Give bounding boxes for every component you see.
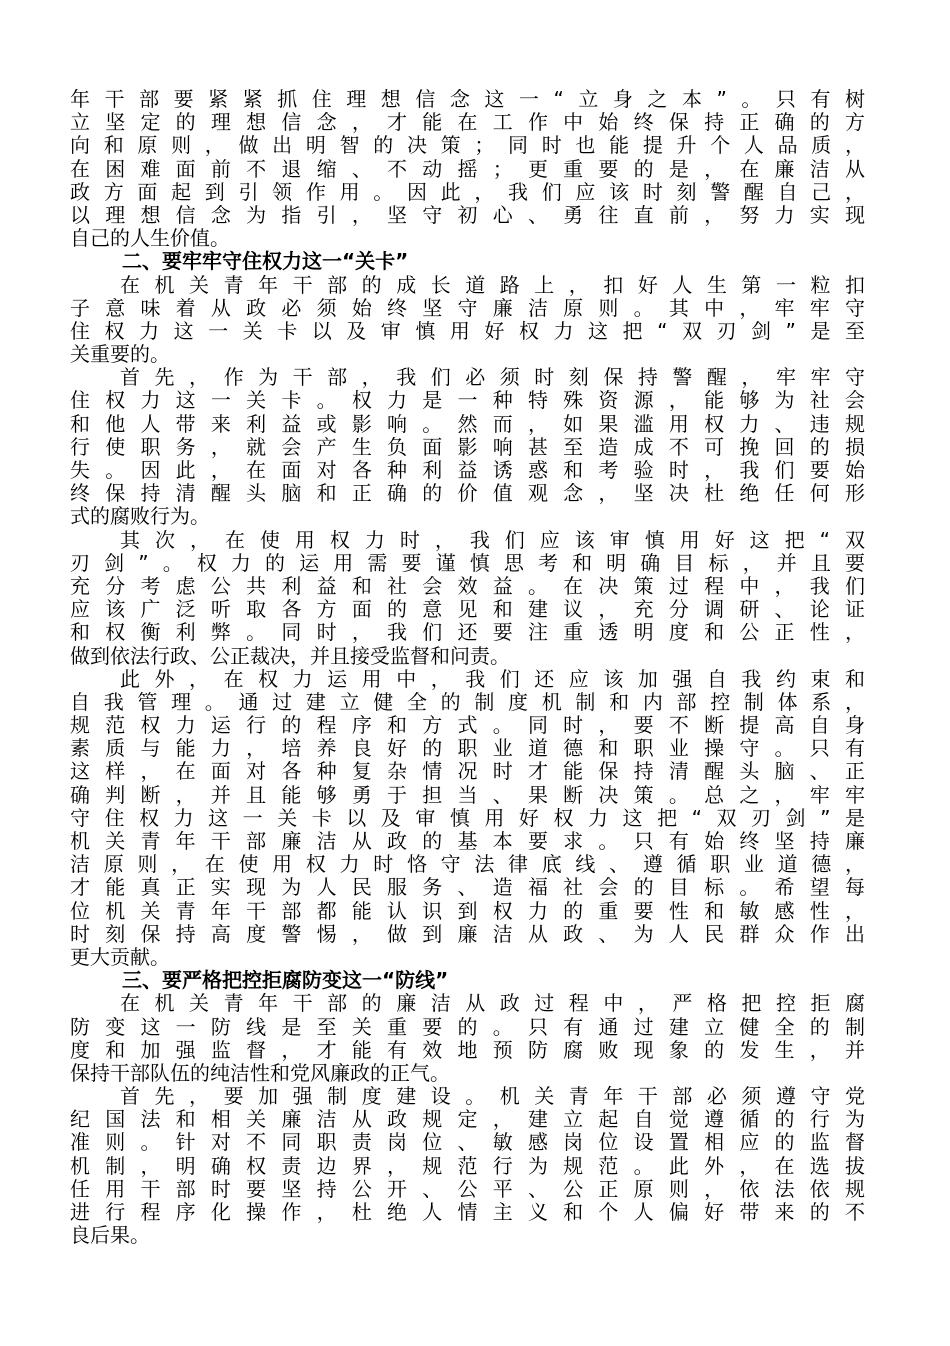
text-line: 做到依法行政、公正裁决，并且接受监督和问责。 — [70, 643, 510, 668]
text-line: 式的腐败行为。 — [70, 504, 210, 529]
text-line: 刃剑”。权力的运用需要谨慎思考和明确目标，并且要 — [70, 550, 865, 575]
text-line: 以理想信念为指引，坚守初心、勇往直前，努力实现 — [70, 202, 865, 227]
text-line: 时刻保持高度警惕，做到廉洁从政、为人民群众作出 — [70, 921, 865, 946]
text-line: 和他人带来利益或影响。然而，如果滥用权力、违规 — [70, 411, 865, 436]
text-line: 机制，明确权责边界，规范行为规范。此外，在选拔 — [70, 1153, 865, 1178]
text-line: 保持干部队伍的纯洁性和党风廉政的正气。 — [70, 1060, 450, 1085]
section3-paragraph-2 — [70, 1085, 865, 1247]
text-line: 这样，在面对各种复杂情况时才能保持清醒头脑、正 — [70, 759, 865, 784]
text-line: 其次，在使用权力时，我们应该审慎用好这把“双 — [120, 527, 865, 552]
text-line: 充分考虑公共利益和社会效益。在决策过程中，我们 — [70, 573, 865, 598]
text-line: 自己的人生价值。 — [70, 226, 230, 251]
text-line: 向和原则，做出明智的决策；同时也能提升个人品质， — [70, 133, 865, 158]
text-line: 确判断，并且能够勇于担当、果断决策。总之，牢牢 — [70, 782, 865, 807]
text-line: 失。因此，在面对各种利益诱惑和考验时，我们要始 — [70, 458, 865, 482]
section-heading-2: 二、要牢牢守住权力这一“关卡” — [122, 249, 409, 274]
text-line: 在机关青年干部的廉洁从政过程中，严格把控拒腐 — [120, 991, 865, 1016]
text-line: 良后果。 — [70, 1223, 150, 1248]
text-line: 自我管理。通过建立健全的制度机制和内部控制体系， — [70, 689, 865, 714]
section2-paragraph-1 — [70, 274, 865, 367]
text-line: 守住权力这一关卡以及审慎用好权力这把“双刃剑”是 — [70, 805, 865, 830]
section2-paragraph-2 — [70, 366, 865, 528]
text-line: 度和加强监督，才能有效地预防腐败现象的发生，并 — [70, 1037, 865, 1062]
text-line: 洁原则，在使用权力时恪守法律底线、遵循职业道德， — [70, 852, 865, 877]
text-line: 防变这一防线是至关重要的。只有通过建立健全的制 — [70, 1014, 865, 1039]
text-line: 更大贡献。 — [70, 944, 170, 969]
section3-paragraph-1 — [70, 992, 865, 1085]
text-line: 才能真正实现为人民服务、造福社会的目标。希望每 — [70, 875, 865, 900]
text-line: 住权力这一关卡以及审慎用好权力这把“双刃剑”是至 — [70, 318, 865, 343]
text-line: 素质与能力，培养良好的职业道德和职业操守。只有 — [70, 736, 865, 761]
section-heading-3: 三、要严格把控拒腐防变这一“防线” — [122, 968, 449, 993]
section2-paragraph-3 — [70, 529, 865, 668]
text-line: 准则。针对不同职责岗位、敏感岗位设置相应的监督 — [70, 1130, 865, 1155]
text-line: 应该广泛听取各方面的意见和建议，充分调研、论证 — [70, 597, 865, 622]
text-line: 首先，要加强制度建设。机关青年干部必须遵守党 — [120, 1084, 865, 1109]
text-line: 首先，作为干部，我们必须时刻保持警醒，牢牢守 — [120, 365, 865, 390]
text-line: 规范权力运行的程序和方式。同时，要不断提高自身 — [70, 713, 865, 738]
text-line: 子意味着从政必须始终坚守廉洁原则。其中，牢牢守 — [70, 295, 865, 320]
section2-paragraph-4 — [70, 668, 865, 969]
text-line: 终保持清醒头脑和正确的价值观念，坚决杜绝任何形 — [70, 481, 865, 506]
text-line: 关重要的。 — [70, 342, 170, 367]
text-line: 进行程序化操作，杜绝人情主义和个人偏好带来的不 — [70, 1200, 865, 1224]
text-line: 立坚定的理想信念，才能在工作中始终保持正确的方 — [70, 110, 865, 135]
text-line: 住权力这一关卡。权力是一种特殊资源，能够为社会 — [70, 388, 865, 413]
text-line: 行使职务，就会产生负面影响甚至造成不可挽回的损 — [70, 434, 865, 459]
text-line: 和权衡利弊。同时，我们还要注重透明度和公正性， — [70, 620, 865, 645]
text-line: 此外，在权力运用中，我们还应该加强自我约束和 — [120, 666, 865, 691]
text-line: 机关青年干部廉洁从政的基本要求。只有始终坚持廉 — [70, 829, 865, 853]
section1-tail-paragraph — [70, 88, 865, 250]
text-line: 纪国法和相关廉洁从政规定，建立起自觉遵循的行为 — [70, 1107, 865, 1132]
text-line: 在机关青年干部的成长道路上，扣好人生第一粒扣 — [120, 272, 865, 297]
text-line: 政方面起到引领作用。因此，我们应该时刻警醒自己， — [70, 179, 865, 204]
text-line: 在困难面前不退缩、不动摇；更重要的是，在廉洁从 — [70, 156, 865, 181]
text-line: 年干部要紧紧抓住理想信念这一“立身之本”。只有树 — [70, 87, 865, 111]
text-line: 任用干部时要坚持公开、公平、公正原则，依法依规 — [70, 1176, 865, 1201]
document-body — [70, 88, 865, 1247]
text-line: 位机关青年干部都能认识到权力的重要性和敏感性， — [70, 898, 865, 923]
